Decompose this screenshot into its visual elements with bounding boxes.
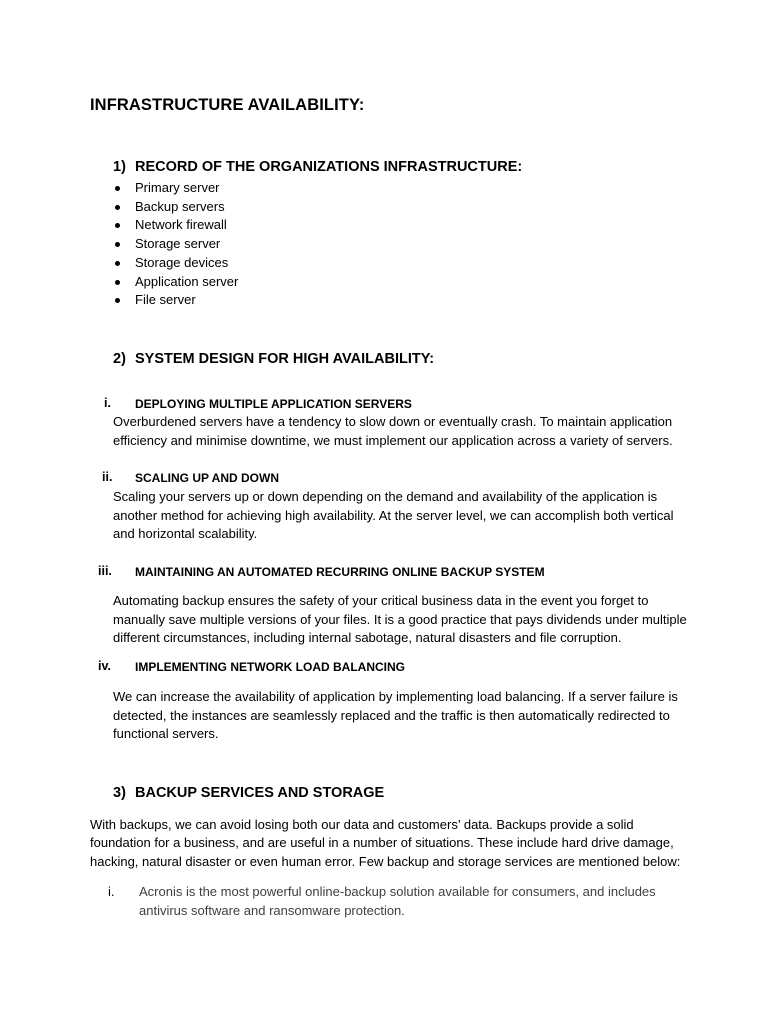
- paragraph-line: efficiency and minimise downtime, we must implement our application across a variety of servers.: [113, 433, 673, 448]
- paragraph-line: hacking, natural disaster or even human error. Few backup and storage services are mentioned below:: [90, 854, 681, 869]
- subsection-heading: MAINTAINING AN AUTOMATED RECURRING ONLINE BACKUP SYSTEM: [135, 565, 545, 579]
- paragraph-line: Acronis is the most powerful online-backup solution available for consumers, and includes: [139, 884, 656, 899]
- paragraph-line: Overburdened servers have a tendency to slow down or eventually crash. To maintain application: [113, 414, 673, 429]
- paragraph-line: Scaling your servers up or down depending on the demand and availability of the application is: [113, 489, 658, 504]
- paragraph-line: functional servers.: [113, 726, 219, 741]
- paragraph-line: We can increase the availability of application by implementing load balancing. If a server failure is: [113, 689, 678, 704]
- paragraph-line: antivirus software and ransomware protection.: [139, 903, 405, 918]
- subsection-heading: SCALING UP AND DOWN: [135, 471, 279, 485]
- bullet-icon: [115, 242, 120, 247]
- section-2-number: 2): [113, 351, 126, 367]
- list-item: Primary server: [135, 180, 220, 195]
- section-1-heading: RECORD OF THE ORGANIZATIONS INFRASTRUCTURE:: [135, 159, 523, 175]
- bullet-icon: [115, 261, 120, 266]
- subsection-numeral: ii.: [102, 470, 113, 484]
- list-item: Storage devices: [135, 255, 229, 270]
- document-title: INFRASTRUCTURE AVAILABILITY:: [90, 96, 365, 114]
- paragraph-line: foundation for a business, and are useful in a number of situations. These include hard drive damage,: [90, 835, 674, 850]
- list-item: Application server: [135, 274, 239, 289]
- section-2-heading: SYSTEM DESIGN FOR HIGH AVAILABILITY:: [135, 351, 435, 367]
- subsection-heading: IMPLEMENTING NETWORK LOAD BALANCING: [135, 660, 405, 674]
- section-1-number: 1): [113, 159, 126, 175]
- bullet-icon: [115, 223, 120, 228]
- paragraph-line: manually save multiple versions of your files. It is a good practice that pays dividends under multiple: [113, 612, 687, 627]
- section-3-number: 3): [113, 785, 126, 801]
- list-item: File server: [135, 292, 196, 307]
- bullet-icon: [115, 205, 120, 210]
- bullet-icon: [115, 298, 120, 303]
- list-item: Backup servers: [135, 199, 225, 214]
- section-3-heading: BACKUP SERVICES AND STORAGE: [135, 785, 385, 801]
- paragraph-line: another method for achieving high availability. At the server level, we can accomplish both vertical: [113, 508, 674, 523]
- list-item: Storage server: [135, 236, 221, 251]
- bullet-icon: [115, 186, 120, 191]
- bullet-icon: [115, 280, 120, 285]
- list-numeral: i.: [108, 884, 115, 899]
- paragraph-line: different circumstances, including internal sabotage, natural disasters and file corruption.: [113, 630, 622, 645]
- subsection-numeral: i.: [104, 396, 111, 410]
- list-item: Network firewall: [135, 217, 227, 232]
- paragraph-line: detected, the instances are seamlessly replaced and the traffic is then automatically redirected to: [113, 708, 670, 723]
- paragraph-line: Automating backup ensures the safety of your critical business data in the event you forget to: [113, 593, 649, 608]
- paragraph-line: and horizontal scalability.: [113, 526, 258, 541]
- subsection-numeral: iii.: [98, 564, 112, 578]
- paragraph-line: With backups, we can avoid losing both our data and customers’ data. Backups provide a solid: [90, 817, 634, 832]
- subsection-numeral: iv.: [98, 659, 111, 673]
- subsection-heading: DEPLOYING MULTIPLE APPLICATION SERVERS: [135, 397, 412, 411]
